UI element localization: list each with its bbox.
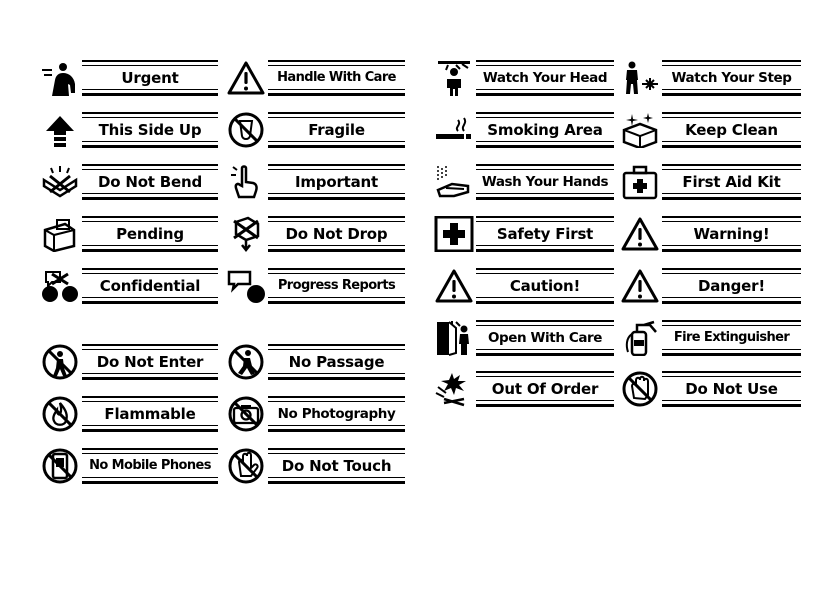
label-do-not-drop [226,216,405,252]
trip-hazard-icon [620,60,660,96]
label-text: Fragile [308,121,365,139]
label-this-side-up [40,112,218,148]
label-plate [476,164,614,200]
label-text: Progress Reports [277,278,396,293]
label-text: Wash Your Hands [481,174,609,190]
head-bump-icon [434,60,474,96]
broken-glass-prohibited-icon [226,112,266,148]
label-text: Do Not Bend [97,173,203,191]
label-fire-extinguisher [620,320,801,356]
label-plate [268,448,405,484]
label-warning [620,216,801,252]
label-plate [268,216,405,252]
fire-extinguisher-icon [620,320,660,356]
label-plate [662,60,801,96]
label-urgent [40,60,218,96]
label-text: Confidential [99,277,201,295]
label-text: Handle With Care [277,70,396,85]
label-plate [82,448,218,484]
label-plate [476,112,614,148]
label-wash-your-hands [434,164,614,200]
label-plate [82,344,218,380]
label-text: Important [295,173,378,191]
warning-triangle-icon [434,268,474,304]
no-fire-icon [40,396,80,432]
door-opening-icon [434,320,474,356]
label-text: Smoking Area [487,121,603,139]
label-plate [476,268,614,304]
label-do-not-enter [40,344,218,380]
label-plate [662,320,801,356]
sparkling-box-icon [620,112,660,148]
warning-triangle-icon [620,216,660,252]
label-text: Do Not Enter [96,353,204,371]
label-text: Safety First [496,225,594,243]
label-plate [662,268,801,304]
label-text: Out Of Order [491,380,599,398]
label-text: Warning! [693,225,770,243]
label-no-mobile-phones [40,448,218,484]
label-text: Fire Extinguisher [673,330,790,345]
label-keep-clean [620,112,801,148]
label-text: Do Not Use [685,380,778,398]
label-text: No Passage [288,353,385,371]
no-passage-person-icon [226,344,266,380]
label-no-photography [226,396,405,432]
label-plate [82,396,218,432]
no-entry-person-icon [40,344,80,380]
label-first-aid-kit [620,164,801,200]
bending-package-icon [40,164,80,200]
label-plate [662,164,801,200]
label-text: Keep Clean [685,121,778,139]
label-plate [82,112,218,148]
label-safety-first [434,216,614,252]
label-plate [476,320,614,356]
pointing-finger-icon [226,164,266,200]
label-text: Flammable [104,405,196,423]
label-text: Watch Your Head [482,70,608,86]
label-do-not-use [620,371,801,407]
label-out-of-order [434,371,614,407]
medical-cross-icon [434,216,474,252]
label-plate [268,60,405,96]
label-text: Open With Care [487,330,603,346]
no-use-hand-icon [620,371,660,407]
cigarette-icon [434,112,474,148]
warning-triangle-icon [226,60,266,96]
label-plate [268,112,405,148]
label-watch-your-head [434,60,614,96]
speech-bubble-person-icon [226,268,266,304]
label-plate [82,268,218,304]
label-open-with-care [434,320,614,356]
label-important [226,164,405,200]
label-smoking-area [434,112,614,148]
label-plate [662,112,801,148]
label-confidential [40,268,218,304]
label-do-not-touch [226,448,405,484]
warning-triangle-icon [620,268,660,304]
broken-sparks-icon [434,371,474,407]
no-camera-icon [226,396,266,432]
no-touch-hand-icon [226,448,266,484]
label-progress-reports [226,268,405,304]
label-flammable [40,396,218,432]
inbox-tray-icon [40,216,80,252]
label-plate [82,164,218,200]
label-text: Danger! [697,277,765,295]
hand-washing-icon [434,164,474,200]
label-text: Do Not Touch [281,457,392,475]
label-plate [82,60,218,96]
whispering-people-icon [40,268,80,304]
label-plate [268,268,405,304]
label-text: No Mobile Phones [89,458,211,473]
label-text: Urgent [121,69,179,87]
label-text: Pending [116,225,184,243]
label-danger [620,268,801,304]
label-plate [268,344,405,380]
up-arrow-icon [40,112,80,148]
label-plate [662,371,801,407]
falling-package-icon [226,216,266,252]
label-plate [268,396,405,432]
label-text: No Photography [277,406,396,422]
label-watch-your-step [620,60,801,96]
label-handle-with-care [226,60,405,96]
label-pending [40,216,218,252]
label-no-passage [226,344,405,380]
label-text: Caution! [509,277,581,295]
label-plate [476,371,614,407]
label-text: First Aid Kit [682,173,781,191]
running-person-icon [40,60,80,96]
label-plate [476,60,614,96]
no-mobile-phone-icon [40,448,80,484]
label-do-not-bend [40,164,218,200]
first-aid-kit-icon [620,164,660,200]
label-plate [268,164,405,200]
label-text: This Side Up [98,121,202,139]
label-fragile [226,112,405,148]
label-plate [82,216,218,252]
label-text: Do Not Drop [285,225,388,243]
label-plate [476,216,614,252]
label-text: Watch Your Step [671,70,792,86]
label-plate [662,216,801,252]
label-caution [434,268,614,304]
